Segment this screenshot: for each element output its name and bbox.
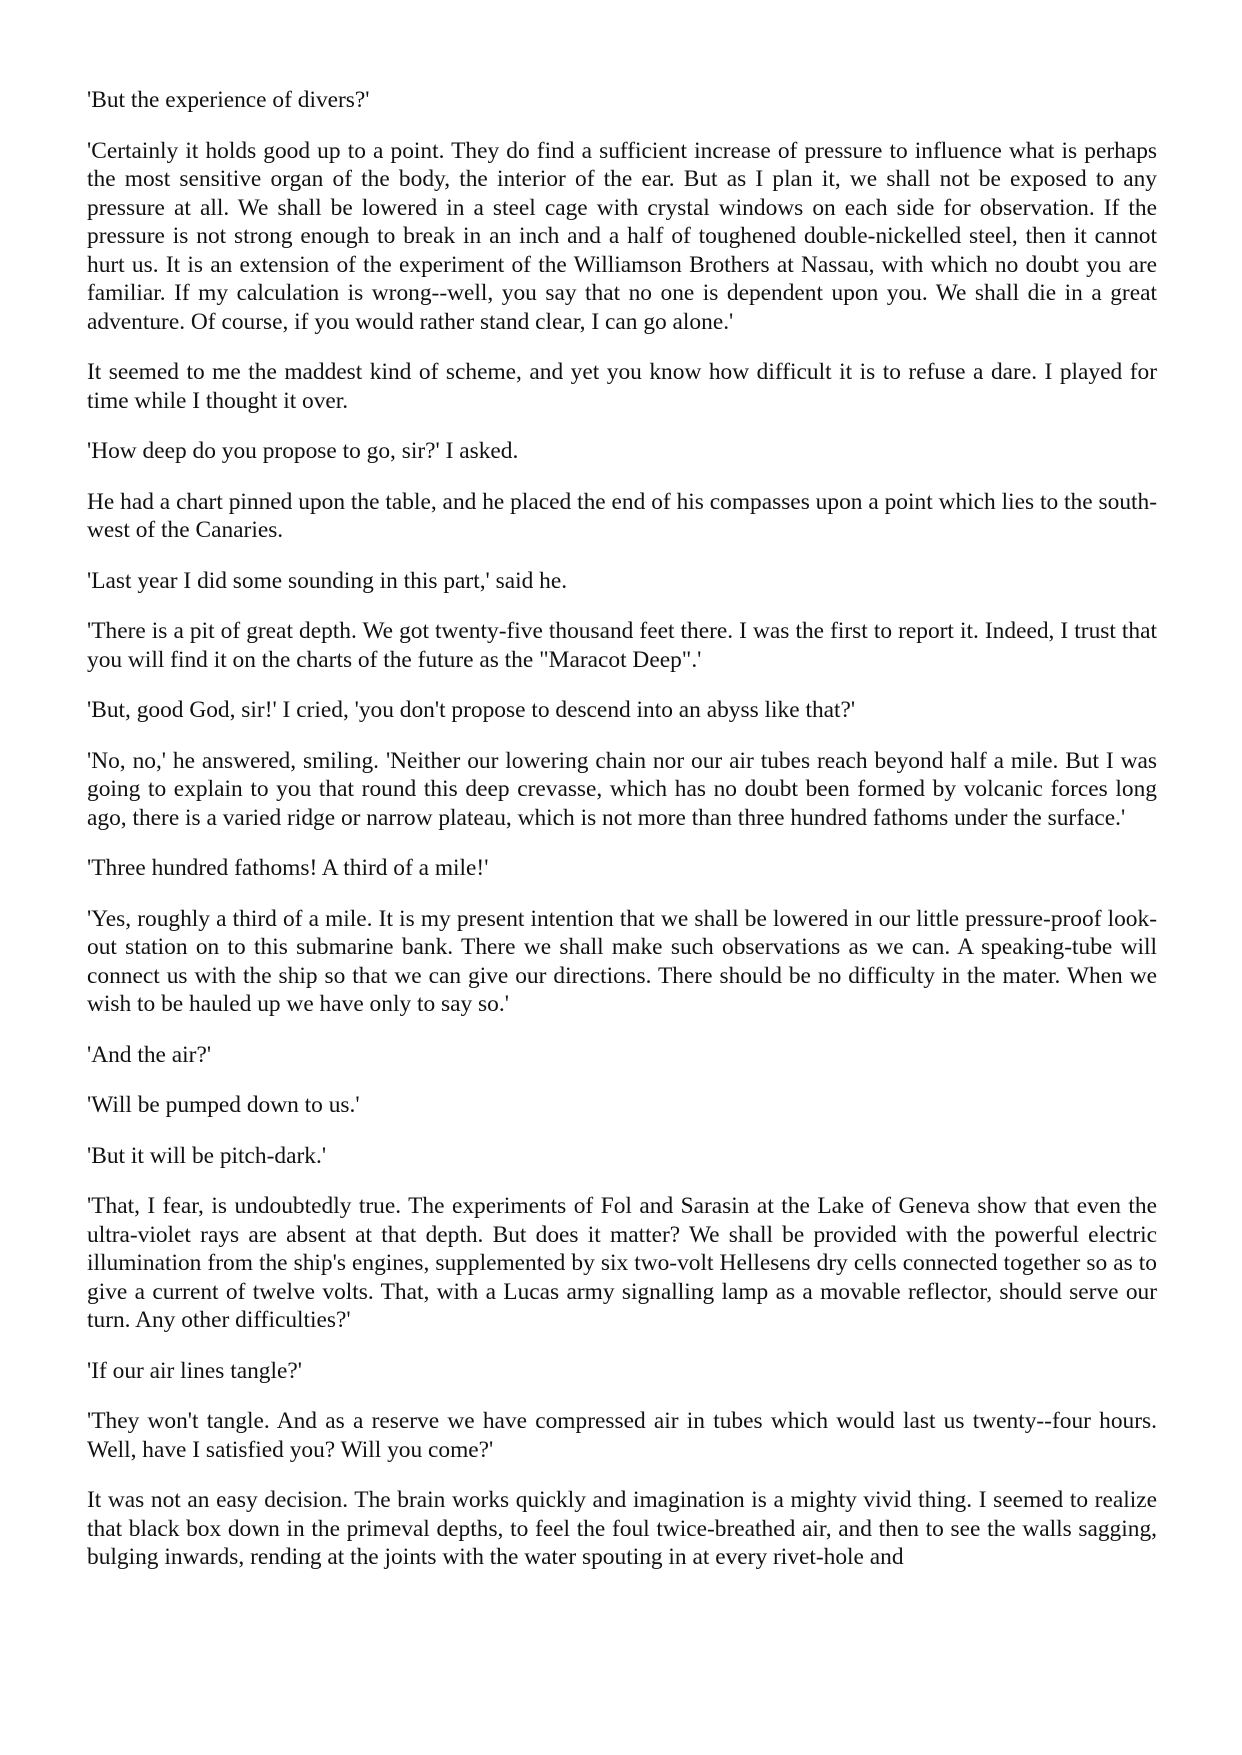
paragraph: It seemed to me the maddest kind of scheme, and yet you know how difficult it is to refuse a dare. I played for time while I thought it over. [87,359,1157,414]
paragraph: 'They won't tangle. And as a reserve we have compressed air in tubes which would last us twenty--four hours. Well, have I satisfied you? Will you come?' [87,1408,1157,1463]
paragraph: 'Last year I did some sounding in this part,' said he. [87,567,568,594]
document-page [87,86,1157,1594]
paragraph: 'If our air lines tangle?' [87,1357,302,1384]
paragraph: He had a chart pinned upon the table, and he placed the end of his compasses upon a point which lies to the south-west of the Canaries. [87,488,1157,543]
paragraph: 'But the experience of divers?' [87,87,370,113]
paragraph: 'And the air?' [87,1041,212,1068]
paragraph: 'But it will be pitch-dark.' [87,1142,327,1169]
paragraph: 'No, no,' he answered, smiling. 'Neither our lowering chain nor our air tubes reach beyond half a mile. But I was going to explain to you that round this deep crevasse, which has no doubt been formed by volcanic forces long ago, there is a varied ridge or narrow plateau, which is not more than three hundred fathoms under the surface.' [87,747,1157,831]
paragraph: 'Three hundred fathoms! A third of a mile!' [87,855,489,881]
paragraph: 'Yes, roughly a third of a mile. It is my present intention that we shall be lowered in our little pressure-proof look-out station on to this submarine bank. There we shall make such observations as we can. A speaking-tube will connect us with the ship so that we can give our directions. There should be no difficulty in the mater. When we wish to be hauled up we have only to say so.' [87,905,1157,1017]
paragraph: 'Certainly it holds good up to a point. They do find a sufficient increase of pressure to influence what is perhaps the most sensitive organ of the body, the interior of the ear. But as I plan it, we shall not be exposed to any pressure at all. We shall be lowered in a steel cage with crystal windows on each side for observation. If the pressure is not strong enough to break in an inch and a half of toughened double-nickelled steel, then it cannot hurt us. It is an extension of the experiment of the Williamson Brothers at Nassau, with which no doubt you are familiar. If my calculation is wrong--well, you say that no one is dependent upon you. We shall die in a great adventure. Of course, if you would rather stand clear, I can go alone.' [87,137,1157,335]
paragraph: 'Will be pumped down to us.' [87,1092,360,1118]
paragraph: 'But, good God, sir!' I cried, 'you don't propose to descend into an abyss like that?' [87,697,856,723]
paragraph: 'That, I fear, is undoubtedly true. The experiments of Fol and Sarasin at the Lake of Geneva show that even the ultra-violet rays are absent at that depth. But does it matter? We shall be provided with the powerful electric illumination from the ship's engines, supplemented by six two-volt Hellesens dry cells connected together so as to give a current of twelve volts. That, with a Lucas army signalling lamp as a movable reflector, should serve our turn. Any other difficulties?' [87,1193,1157,1333]
paragraph: 'There is a pit of great depth. We got twenty-five thousand feet there. I was the first to report it. Indeed, I trust that you will find it on the charts of the future as the "Maracot Deep".' [87,618,1157,673]
paragraph: It was not an easy decision. The brain works quickly and imagination is a mighty vivid thing. I seemed to realize that black box down in the primeval depths, to feel the foul twice-breathed air, and then to see the walls sagging, bulging inwards, rending at the joints with the water spouting in at every rivet-hole and [87,1487,1157,1570]
paragraph: 'How deep do you propose to go, sir?' I asked. [87,438,519,464]
